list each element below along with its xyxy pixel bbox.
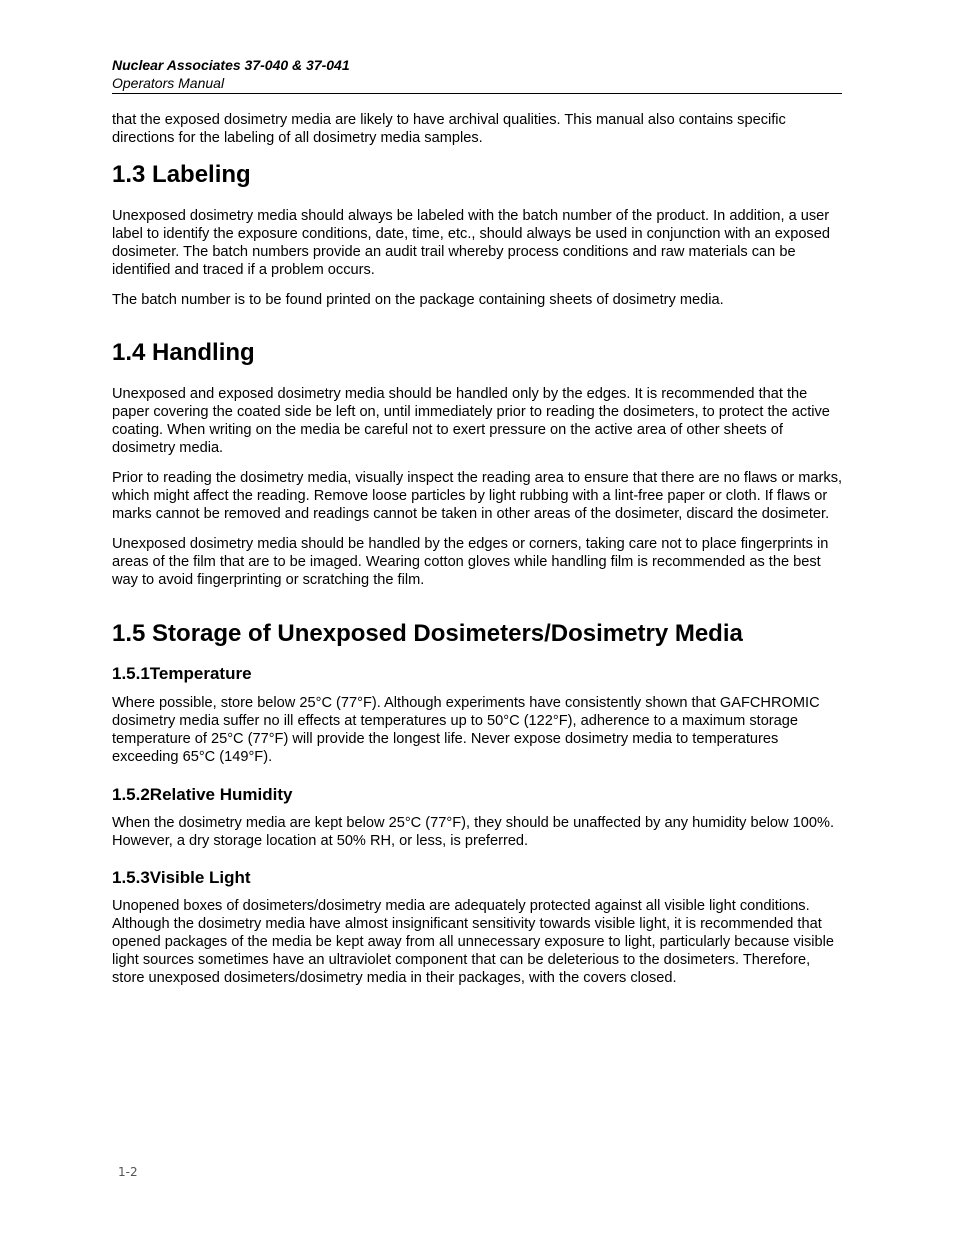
labeling-paragraph-2: The batch number is to be found printed on the package containing sheets of dosimetry media. xyxy=(112,292,724,308)
labeling-paragraph-1: Unexposed dosimetry media should always be labeled with the batch number of the product. In addition, a user label to identify the exposure conditions, date, time, etc., should always be used in conjunction with an exposed dosimeter. The batch numbers provide an audit trail whereby process conditions and raw materials can be identified and traced if a problem occurs. xyxy=(112,208,830,278)
section-heading-storage: 1.5 Storage of Unexposed Dosimeters/Dosimetry Media xyxy=(112,620,743,647)
visible-light-paragraph: Unopened boxes of dosimeters/dosimetry media are adequately protected against all visible light conditions. Although the dosimetry media have almost insignificant sensitivity towards visible light, it is recommended that opened packages of the media be kept away from all unnecessary exposure to light, particularly because visible light sources sometimes have an ultraviolet component that can be deleterious to the dosimeters. Therefore, store unexposed dosimeters/dosimetry media in their packages, with the covers closed. xyxy=(112,898,834,986)
handling-paragraph-2: Prior to reading the dosimetry media, visually inspect the reading area to ensure that there are no flaws or marks, which might affect the reading. Remove loose particles by light rubbing with a lint-free paper or cloth. If flaws or marks cannot be removed and readings cannot be taken in other areas of the dosimeter, discard the dosimeter. xyxy=(112,470,843,522)
section-heading-handling: 1.4 Handling xyxy=(112,339,255,366)
temperature-paragraph: Where possible, store below 25°C (77°F). Although experiments have consistently shown that GAFCHROMIC dosimetry media suffer no ill effects at temperatures up to 50°C (122°F), adherence to a maximum storage temperature of 25°C (77°F) will provide the longest life. Never expose dosimetry media to temperatures exceeding 65°C (149°F). xyxy=(112,695,820,765)
subsection-heading-humidity: 1.5.2Relative Humidity xyxy=(112,785,293,804)
handling-paragraph-3: Unexposed dosimetry media should be handled by the edges or corners, taking care not to place fingerprints in areas of the film that are to be imaged. Wearing cotton gloves while handling film is recommended as the best way to avoid fingerprinting or scratching the film. xyxy=(112,536,829,588)
subsection-heading-temperature: 1.5.1Temperature xyxy=(112,664,252,683)
page-number: 1-2 xyxy=(118,1165,138,1179)
subsection-heading-visible-light: 1.5.3Visible Light xyxy=(112,868,251,887)
page-header xyxy=(112,56,842,94)
handling-paragraph-1: Unexposed and exposed dosimetry media should be handled only by the edges. It is recommended that the paper covering the coated side be left on, until immediately prior to reading the dosimeters, to protect the active coating. When writing on the media be careful not to exert pressure on the active area of other sheets of dosimetry media. xyxy=(112,386,830,456)
section-heading-labeling: 1.3 Labeling xyxy=(112,161,251,188)
header-subtitle: Operators Manual xyxy=(112,75,225,91)
intro-paragraph: that the exposed dosimetry media are likely to have archival qualities. This manual also contains specific directions for the labeling of all dosimetry media samples. xyxy=(112,112,786,146)
page-content xyxy=(112,111,844,987)
header-title: Nuclear Associates 37-040 & 37-041 xyxy=(112,57,350,73)
humidity-paragraph: When the dosimetry media are kept below 25°C (77°F), they should be unaffected by any humidity below 100%. However, a dry storage location at 50% RH, or less, is preferred. xyxy=(112,815,835,849)
